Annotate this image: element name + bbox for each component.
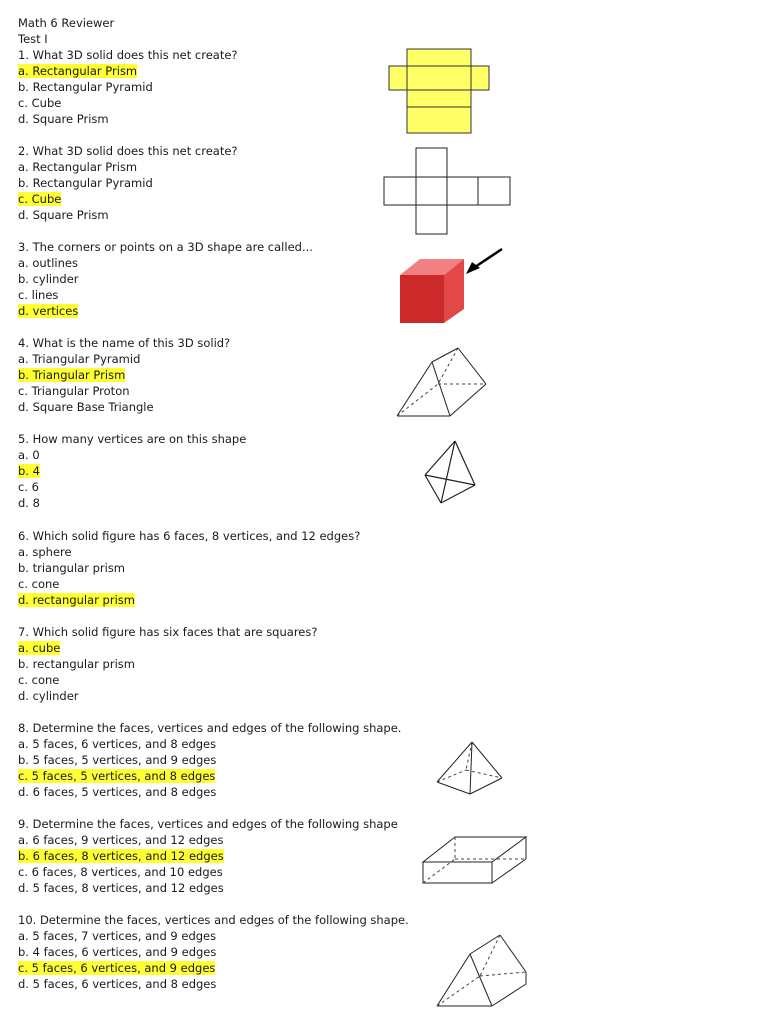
answer-choice: b. Triangular Prism xyxy=(18,368,126,382)
question-4: 4. What is the name of this 3D solid? xyxy=(18,336,231,350)
answer-choice: b. Rectangular Pyramid xyxy=(18,80,153,94)
answer-choice: c. 5 faces, 5 vertices, and 8 edges xyxy=(18,769,216,783)
answer-choice: b. 6 faces, 8 vertices, and 12 edges xyxy=(18,849,224,863)
answer-choice: d. 5 faces, 8 vertices, and 12 edges xyxy=(18,881,224,895)
answer-choice: b. triangular prism xyxy=(18,561,126,575)
answer-choice: c. 6 xyxy=(18,480,39,494)
answer-choice: a. 0 xyxy=(18,448,40,462)
cube-net-icon xyxy=(383,147,513,237)
question-9: 9. Determine the faces, vertices and edges of the following shape xyxy=(18,817,398,831)
red-cube-icon xyxy=(396,245,508,327)
answer-choice: d. Square Prism xyxy=(18,112,109,126)
answer-choice: c. 5 faces, 6 vertices, and 9 edges xyxy=(18,961,216,975)
triangular-prism-icon xyxy=(434,932,530,1010)
answer-choice: b. 5 faces, 5 vertices, and 9 edges xyxy=(18,753,217,767)
answer-choice: a. Triangular Pyramid xyxy=(18,352,141,366)
answer-choice: a. outlines xyxy=(18,256,78,270)
question-2: 2. What 3D solid does this net create? xyxy=(18,144,238,158)
answer-choice: c. Cube xyxy=(18,192,62,206)
answer-choice: a. 6 faces, 9 vertices, and 12 edges xyxy=(18,833,224,847)
answer-choice: a. sphere xyxy=(18,545,72,559)
question-10: 10. Determine the faces, vertices and edges of the following shape. xyxy=(18,913,409,927)
answer-choice: d. cylinder xyxy=(18,689,79,703)
question-1: 1. What 3D solid does this net create? xyxy=(18,48,238,62)
answer-choice: d. 8 xyxy=(18,496,40,510)
answer-choice: b. 4 faces, 6 vertices, and 9 edges xyxy=(18,945,217,959)
answer-choice: c. cone xyxy=(18,577,60,591)
test-label: Test I xyxy=(18,32,48,46)
answer-choice: d. 6 faces, 5 vertices, and 8 edges xyxy=(18,785,217,799)
square-pyramid-icon xyxy=(434,740,506,798)
answer-choice: c. 6 faces, 8 vertices, and 10 edges xyxy=(18,865,223,879)
answer-choice: d. 5 faces, 6 vertices, and 8 edges xyxy=(18,977,217,991)
answer-choice: b. rectangular prism xyxy=(18,657,135,671)
answer-choice: a. 5 faces, 6 vertices, and 8 edges xyxy=(18,737,217,751)
answer-choice: c. cone xyxy=(18,673,60,687)
answer-choice: b. 4 xyxy=(18,464,40,478)
answer-choice: b. cylinder xyxy=(18,272,79,286)
triangular-prism-icon xyxy=(394,344,490,420)
rectangular-prism-net-icon xyxy=(388,48,492,136)
answer-choice: c. Triangular Proton xyxy=(18,384,130,398)
answer-choice: a. cube xyxy=(18,641,61,655)
rectangular-box-icon xyxy=(420,829,530,887)
answer-choice: d. Square Base Triangle xyxy=(18,400,154,414)
question-8: 8. Determine the faces, vertices and edges of the following shape. xyxy=(18,721,402,735)
tetrahedron-icon xyxy=(417,437,487,509)
answer-choice: c. Cube xyxy=(18,96,62,110)
answer-choice: a. Rectangular Prism xyxy=(18,64,138,78)
answer-choice: d. vertices xyxy=(18,304,79,318)
question-7: 7. Which solid figure has six faces that are squares? xyxy=(18,625,318,639)
answer-choice: d. Square Prism xyxy=(18,208,109,222)
answer-choice: a. Rectangular Prism xyxy=(18,160,138,174)
answer-choice: b. Rectangular Pyramid xyxy=(18,176,153,190)
answer-choice: d. rectangular prism xyxy=(18,593,135,607)
answer-choice: a. 5 faces, 7 vertices, and 9 edges xyxy=(18,929,217,943)
question-3: 3. The corners or points on a 3D shape are called... xyxy=(18,240,313,254)
question-5: 5. How many vertices are on this shape xyxy=(18,432,247,446)
question-6: 6. Which solid figure has 6 faces, 8 vertices, and 12 edges? xyxy=(18,529,361,543)
answer-choice: c. lines xyxy=(18,288,59,302)
document-title: Math 6 Reviewer xyxy=(18,16,115,30)
